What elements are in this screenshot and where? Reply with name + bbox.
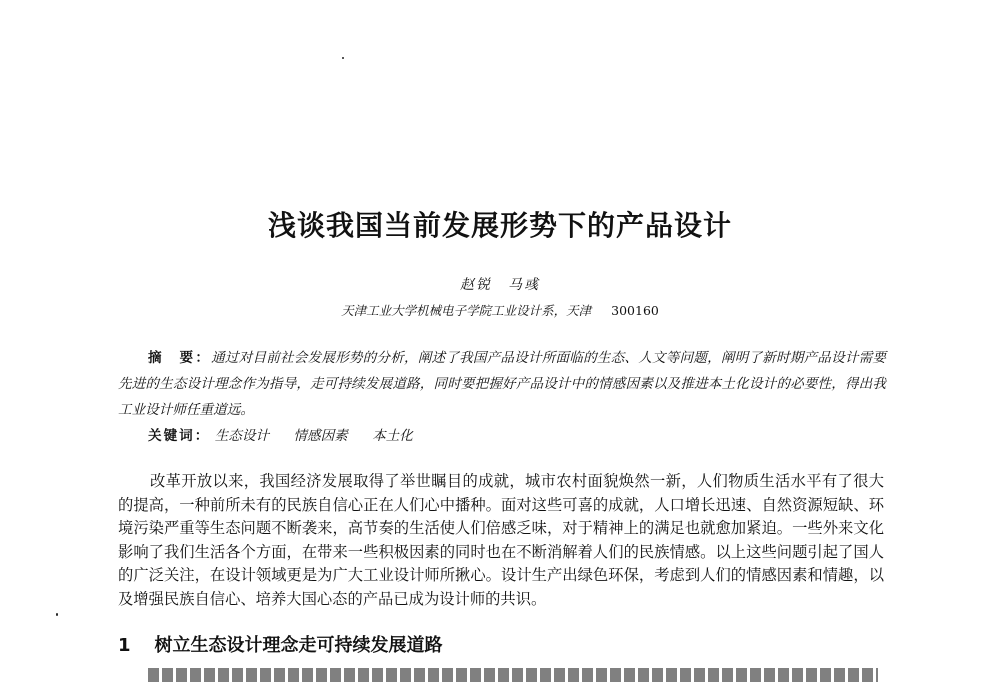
- postcode: 300160: [611, 303, 659, 318]
- scan-speck: [56, 613, 58, 616]
- keyword-item: 生态设计: [214, 428, 270, 444]
- affiliation: [0, 301, 1000, 319]
- authors: 赵锐 马彧: [460, 277, 540, 293]
- keyword-item: 本土化: [372, 428, 413, 444]
- abstract-label: 摘 要：: [148, 350, 212, 366]
- scan-speck: [342, 57, 344, 59]
- keywords: [148, 423, 433, 449]
- keywords-label: 关键词：: [148, 428, 211, 444]
- section-number: 1: [118, 635, 131, 656]
- abstract-text: 通过对目前社会发展形势的分析，阐述了我国产品设计所面临的生态、人文等问题，阐明了新时期产品设计需要先进的生态设计理念作为指导，走可持续发展道路，同时要把握好产品设计中的情感因素以及推进本土化设计的必要性，得出我工业设计师任重道远。: [118, 350, 886, 418]
- section-heading: [118, 631, 443, 657]
- affiliation-text: 天津工业大学机械电子学院工业设计系，天津: [341, 303, 592, 318]
- abstract: [118, 345, 886, 423]
- cutoff-text-line: [148, 668, 878, 682]
- paper-title: 浅谈我国当前发展形势下的产品设计: [267, 209, 732, 242]
- keyword-item: 情感因素: [293, 428, 348, 444]
- section-title: 树立生态设计理念走可持续发展道路: [154, 635, 443, 656]
- body-paragraph: 改革开放以来，我国经济发展取得了举世瞩目的成就，城市农村面貌焕然一新，人们物质生活水平有了很大的提高，一种前所未有的民族自信心正在人们心中播种。面对这些可喜的成就，人口增长迅速、自然资源短缺、环境污染严重等生态问题不断袭来，高节奏的生活使人们倍感乏味，对于精神上的满足也就愈加紧迫。一些外来文化影响了我们生活各个方面，在带来一些积极因素的同时也在不断消解着人们的民族情感。以上这些问题引起了国人的广泛关注，在设计领域更是为广大工业设计师所揪心。设计生产出绿色环保，考虑到人们的情感因素和情趣，以及增强民族自信心、培养大国心态的产品已成为设计师的共识。: [118, 472, 884, 608]
